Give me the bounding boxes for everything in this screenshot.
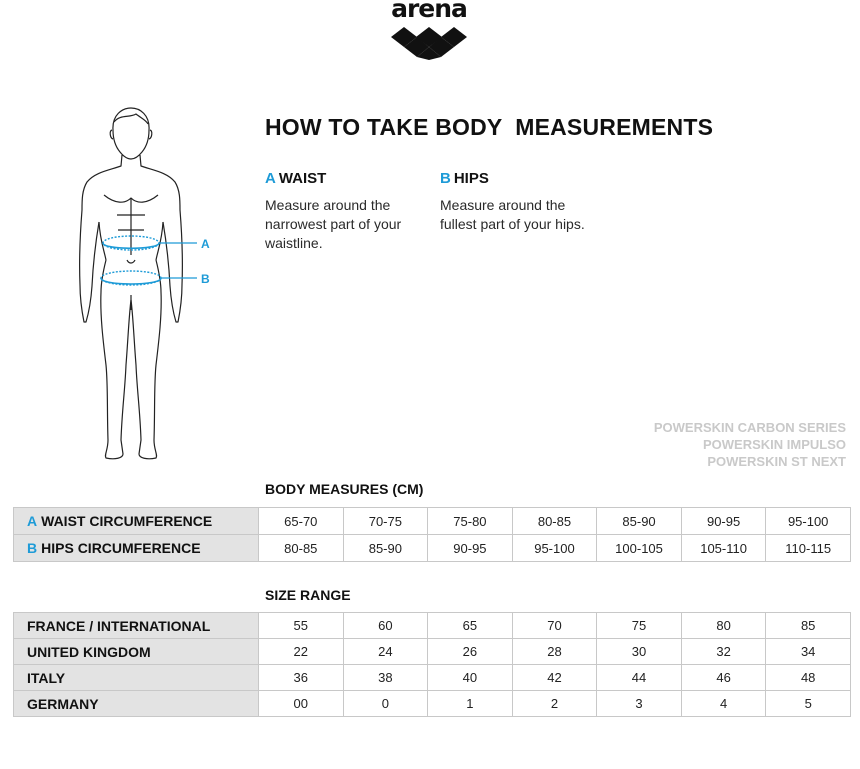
marker-b: B: [201, 272, 210, 286]
table-cell: 00: [259, 691, 344, 717]
table-cell: 4: [681, 691, 766, 717]
table-cell: 95-100: [766, 508, 851, 535]
size-range-table: [13, 612, 851, 717]
table-row: [14, 535, 851, 562]
table-cell: 95-100: [512, 535, 597, 562]
row-label-text: WAIST CIRCUMFERENCE: [41, 513, 213, 529]
body-measures-title: BODY MEASURES (CM): [265, 481, 424, 497]
table-cell: 0: [343, 691, 428, 717]
measurement-letter: A: [265, 170, 276, 187]
row-label-text: UNITED KINGDOM: [27, 643, 151, 660]
table-cell: 80-85: [259, 535, 344, 562]
measurement-heading: [440, 170, 605, 187]
measurement-waist: [265, 170, 430, 253]
row-label: [14, 691, 259, 717]
table-cell: 70-75: [343, 508, 428, 535]
measurement-name: HIPS: [453, 170, 489, 187]
row-label-text: FRANCE / INTERNATIONAL: [27, 617, 211, 634]
row-label-text: ITALY: [27, 669, 66, 686]
product-series-list: [654, 419, 846, 470]
row-label: [14, 665, 259, 691]
brand-wordmark: arena: [391, 0, 467, 23]
row-label: [14, 508, 259, 535]
measurement-hips: [440, 170, 605, 234]
table-cell: 100-105: [597, 535, 682, 562]
measurement-description: Measure around the narrowest part of your waistline.: [265, 197, 402, 251]
table-cell: 85: [766, 613, 851, 639]
table-cell: 32: [681, 639, 766, 665]
table-cell: 5: [766, 691, 851, 717]
table-cell: 46: [681, 665, 766, 691]
table-row: [14, 508, 851, 535]
table-cell: 80-85: [512, 508, 597, 535]
table-cell: 34: [766, 639, 851, 665]
row-label-text: GERMANY: [27, 695, 99, 712]
table-row: [14, 665, 851, 691]
table-cell: 55: [259, 613, 344, 639]
table-cell: 40: [428, 665, 513, 691]
table-cell: 90-95: [428, 535, 513, 562]
table-cell: 90-95: [681, 508, 766, 535]
table-cell: 65: [428, 613, 513, 639]
table-cell: 30: [597, 639, 682, 665]
body-figure: [70, 100, 230, 470]
measurement-name: WAIST: [278, 170, 327, 187]
table-cell: 70: [512, 613, 597, 639]
series-item: POWERSKIN CARBON SERIES: [653, 420, 846, 435]
table-cell: 65-70: [259, 508, 344, 535]
measurement-description: Measure around the fullest part of your hips.: [440, 197, 585, 232]
row-letter: B: [27, 540, 38, 556]
table-cell: 75-80: [428, 508, 513, 535]
series-item: POWERSKIN ST NEXT: [707, 454, 846, 469]
table-cell: 38: [343, 665, 428, 691]
table-cell: 2: [512, 691, 597, 717]
table-cell: 110-115: [766, 535, 851, 562]
table-cell: 24: [343, 639, 428, 665]
table-cell: 44: [597, 665, 682, 691]
size-range-title: SIZE RANGE: [265, 587, 351, 603]
table-row: [14, 639, 851, 665]
marker-a: A: [201, 237, 210, 251]
row-letter: A: [27, 513, 38, 529]
row-label-text: HIPS CIRCUMFERENCE: [41, 540, 201, 556]
table-cell: 36: [259, 665, 344, 691]
table-cell: 85-90: [343, 535, 428, 562]
measurement-heading: [265, 170, 430, 187]
measurement-letter: B: [440, 170, 451, 187]
brand-logo: [383, 0, 475, 62]
row-label: [14, 613, 259, 639]
table-row: [14, 613, 851, 639]
table-cell: 1: [428, 691, 513, 717]
table-cell: 80: [681, 613, 766, 639]
table-cell: 85-90: [597, 508, 682, 535]
table-cell: 48: [766, 665, 851, 691]
body-measures-table: [13, 507, 851, 562]
diamond-logo-icon: [387, 20, 471, 60]
row-label: [14, 535, 259, 562]
page-title: HOW TO TAKE BODY MEASUREMENTS: [265, 114, 714, 140]
table-cell: 60: [343, 613, 428, 639]
table-cell: 105-110: [681, 535, 766, 562]
body-outline-illustration: [70, 100, 230, 470]
series-item: POWERSKIN IMPULSO: [702, 437, 846, 452]
table-cell: 75: [597, 613, 682, 639]
table-cell: 22: [259, 639, 344, 665]
table-cell: 3: [597, 691, 682, 717]
table-row: [14, 691, 851, 717]
table-cell: 26: [428, 639, 513, 665]
row-label: [14, 639, 259, 665]
table-cell: 28: [512, 639, 597, 665]
table-cell: 42: [512, 665, 597, 691]
